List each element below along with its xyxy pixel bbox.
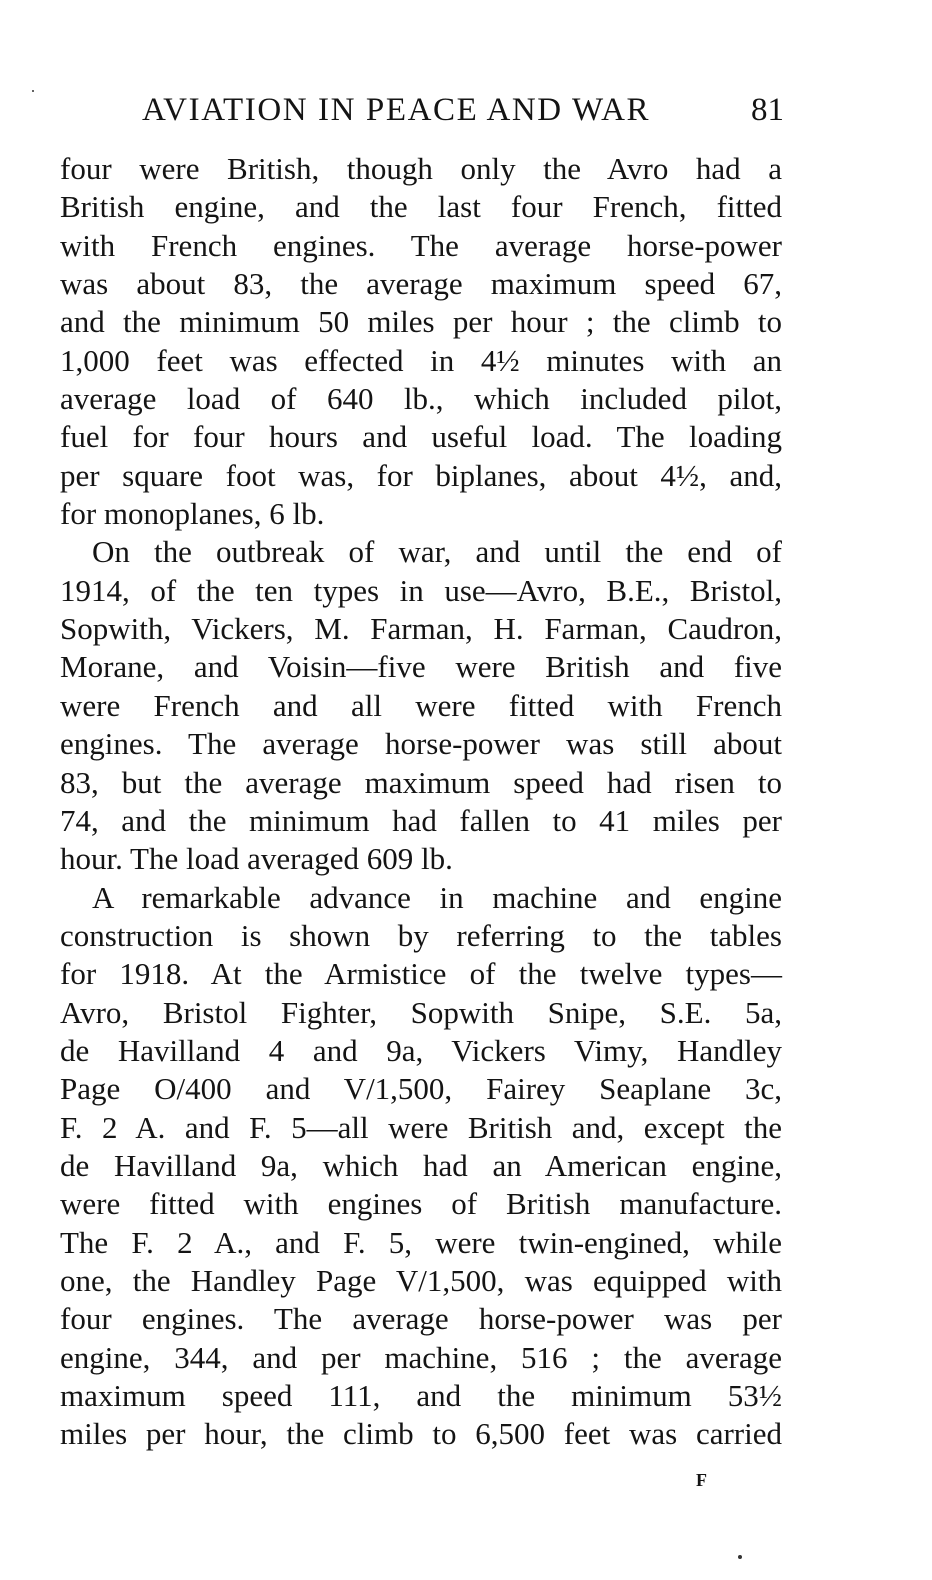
text-line: Page O/400 and V/1,500, Fairey Seaplane 3c, (60, 1071, 782, 1107)
text-line: four were British, though only the Avro had a (60, 151, 782, 186)
text-line: de Havilland 4 and 9a, Vickers Vimy, Handley (60, 1032, 782, 1068)
text-line: four engines. The average horse-power was per (60, 1301, 782, 1337)
text-line: Morane, and Voisin—five were British and five (60, 649, 782, 685)
text-line: F. 2 A. and F. 5—all were British and, except the (60, 1109, 782, 1145)
text-line: with French engines. The average horse-power (60, 227, 782, 263)
text-line: A remarkable advance in machine and engine (92, 879, 782, 915)
text-line: 74, and the minimum had fallen to 41 miles per (60, 802, 782, 838)
text-line: engines. The average horse-power was still about (60, 726, 782, 762)
text-line: de Havilland 9a, which had an American engine, (60, 1147, 782, 1183)
text-line: were fitted with engines of British manufacture. (60, 1186, 782, 1222)
scan-speck (32, 90, 34, 92)
text-line: hour. The load averaged 609 lb. (60, 841, 453, 877)
running-title: AVIATION IN PEACE AND WAR (142, 92, 651, 128)
body-text (60, 150, 782, 1454)
text-line: were French and all were fitted with French (60, 687, 782, 723)
text-line: Sopwith, Vickers, M. Farman, H. Farman, Caudron, (60, 611, 782, 647)
text-line: fuel for four hours and useful load. The loading (60, 419, 782, 455)
text-line: was about 83, the average maximum speed 67, (60, 266, 782, 302)
page-header (60, 86, 784, 134)
text-line: 1914, of the ten types in use—Avro, B.E., Bristol, (60, 572, 782, 608)
text-line: The F. 2 A., and F. 5, were twin-engined, while (60, 1224, 782, 1260)
text-line: one, the Handley Page V/1,500, was equipped with (60, 1262, 782, 1298)
text-line: 1,000 feet was effected in 4½ minutes with an (60, 342, 782, 378)
text-line: engine, 344, and per machine, 516 ; the average (60, 1339, 782, 1375)
text-line: miles per hour, the climb to 6,500 feet was carried (60, 1416, 782, 1452)
text-line: 83, but the average maximum speed had risen to (60, 764, 782, 800)
text-line: Avro, Bristol Fighter, Sopwith Snipe, S.E. 5a, (60, 994, 782, 1030)
signature-mark: F (696, 1470, 707, 1490)
text-line: British engine, and the last four French, fitted (60, 189, 782, 225)
text-line: construction is shown by referring to the tables (60, 917, 782, 953)
text-line: and the minimum 50 miles per hour ; the climb to (60, 304, 782, 340)
text-line: for monoplanes, 6 lb. (60, 496, 325, 532)
text-line: average load of 640 lb., which included pilot, (60, 381, 782, 417)
scan-speck (738, 1555, 742, 1559)
text-line: for 1918. At the Armistice of the twelve types— (60, 956, 782, 992)
page-number: 81 (751, 92, 784, 128)
text-line: maximum speed 111, and the minimum 53½ (60, 1378, 782, 1413)
text-line: On the outbreak of war, and until the end of (92, 534, 782, 570)
text-line: per square foot was, for biplanes, about 4½, and, (60, 457, 782, 493)
